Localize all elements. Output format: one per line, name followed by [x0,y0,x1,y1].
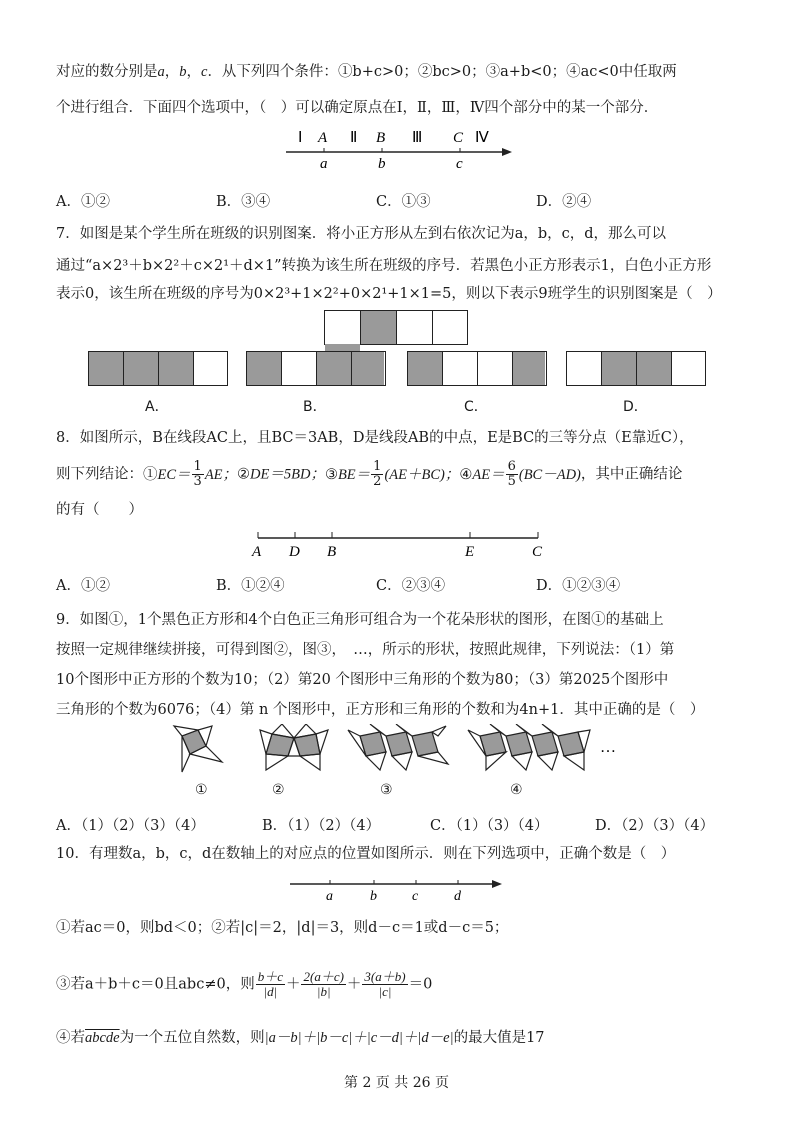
figure-3-label: ③ [380,782,393,798]
q6-text: 中任取两 [618,64,677,80]
value-c-label: c [456,156,463,172]
point-d: d [454,889,461,904]
point-C: C [532,544,543,560]
point-A: A [252,544,262,560]
q6-option-d: D．②④ [536,194,592,210]
pattern-square-white [325,311,361,344]
q6-number-line-figure [280,124,520,174]
q7-option-b-pattern [246,351,386,386]
q8-option-c: C．②③④ [376,578,446,594]
q8-segment-figure [250,528,550,560]
q7-option-a-label: A． [145,399,169,415]
q7-option-b-label: B． [303,399,327,415]
q7-option-a-pattern [88,351,228,386]
q7-line-1: 7．如图是某个学生所在班级的识别图案．将小正方形从左到右依次记为a，b，c，d，那么可以 [56,226,667,242]
q9-option-d: D．（2）（3）（4） [595,818,715,834]
q9-option-c: C．（1）（3）（4） [430,818,549,834]
q8-option-a: A．①② [56,578,110,594]
condition-1: ①b+c>0； [337,64,418,80]
q9-line-4: 三角形的个数为6076；（4）第 n 个图形中，正方形和三角形的个数和为4n+1．其中正确的是（ ） [56,702,705,718]
q7-option-d-label: D． [623,399,648,415]
q10-number-line-figure [288,874,508,904]
q7-line-2: 通过“a×2³＋b×2²＋c×2¹＋d×1”转换为该生所在班级的序号．若黑色小正方形表示1，白色小正方形 [56,258,712,274]
condition-2: ②bc>0； [417,64,486,80]
q9-option-a: A．（1）（2）（3）（4） [56,818,205,834]
point-D: D [289,544,300,560]
conclusion-4: ④AE＝ $\frac{6}{5}$ (BC－AD) [459,459,581,489]
q7-option-c-pattern [407,351,547,386]
var-c: c [201,64,208,80]
q8-line-2: 则下列结论：①EC＝ $\frac{1}{3}$ AE；②DE＝5BD；③BE＝ $\frac{1}{2}$ (AE＋BC)；④AE＝ $\frac{6}{5}$ (BC－AD)，其中正确结论 [56,459,683,489]
pattern-square-black [361,311,397,344]
ellipsis: … [600,739,616,756]
region-1-label: Ⅰ [298,130,303,146]
var-a: a [157,64,165,80]
conclusion-1: ①EC＝ $\frac{1}{3}$ AE； [143,459,238,489]
q6-option-b: B．③④ [216,194,271,210]
overline-number: abcde [85,1030,120,1046]
q6-line-2: 个进行组合．下面四个选项中，（ ）可以确定原点在Ⅰ，Ⅱ，Ⅲ，Ⅳ四个部分中的某一个部分． [56,100,659,116]
q7-option-d-pattern [566,351,706,386]
point-a: a [326,889,333,904]
q6-option-a: A．①② [56,194,110,210]
q7-line-3: 表示0，该生所在班级的序号为0×2³+1×2²+0×2¹+1×1=5，则以下表示9班学生的识别图案是（ ） [56,286,722,302]
q6-option-c: C．①③ [376,194,431,210]
region-4-label: Ⅳ [475,130,489,146]
q10-statement-3: ③若a＋b＋c＝0且abc≠0，则 $\frac{b+c}{|d|}$ ＋ $\frac{2(a+c)}{|b|}$ ＋ $\frac{3(a+b)}{|c|}$ ＝0 [56,969,433,999]
point-b: b [370,889,377,904]
figure-2 [260,724,328,770]
point-c: c [412,889,419,904]
q8-option-b: B．①②④ [216,578,285,594]
point-B: B [327,544,337,560]
figure-1-label: ① [195,782,208,798]
figure-4-label: ④ [510,782,523,798]
q7-option-c-label: C． [464,399,488,415]
pattern-square-white [397,311,433,344]
q9-option-b: B．（1）（2）（4） [262,818,381,834]
point-C-label: C [453,130,464,146]
figure-3 [348,724,448,770]
region-3-label: Ⅲ [412,130,423,146]
q10-line-1: 10．有理数a，b，c，d在数轴上的对应点的位置如图所示．则在下列选项中，正确个数是（ ） [56,846,676,862]
figure-1 [174,726,222,772]
q7-example-pattern [324,310,468,345]
q9-line-3: 10个图形中正方形的个数为10；（2）第20 个图形中三角形的个数为80；（3）第2025个图形中 [56,672,669,688]
region-2-label: Ⅱ [350,130,358,146]
point-B-label: B [376,130,386,146]
var-b: b [179,64,187,80]
page-footer: 第 2 页 共 26 页 [344,1075,449,1091]
q6-line-1: 对应的数分别是a，b，c．从下列四个条件：①b+c>0；②bc>0；③a+b<0；④ac<0中任取两 [56,64,677,80]
q10-statement-4: ④若abcde为一个五位自然数，则|a－b|＋|b－c|＋|c－d|＋|d－e|的最大值是17 [56,1030,545,1046]
conclusion-2: ②DE＝5BD； [237,466,325,483]
q8-line-1: 8．如图所示，B在线段AC上，且BC＝3AB，D是线段AB的中点，E是BC的三等分点（E靠近C）， [56,430,694,446]
condition-4: ④ac<0 [566,64,619,80]
q6-text: 对应的数分别是 [56,64,158,80]
q6-text: ．从下列四个条件： [207,64,338,80]
value-a-label: a [320,156,328,172]
figure-4 [468,724,590,770]
q9-line-1: 9．如图①，1个黑色正方形和4个白色正三角形可组合为一个花朵形状的图形，在图①的基础上 [56,612,664,628]
point-A-label: A [318,130,328,146]
value-b-label: b [378,156,386,172]
point-E: E [465,544,475,560]
conclusion-3: ③BE＝ $\frac{1}{2}$ (AE＋BC)； [324,459,460,489]
q8-option-d: D．①②③④ [536,578,621,594]
q10-statements-1-2: ①若ac＝0，则bd＜0；②若|c|＝2，|d|＝3，则d－c＝1或d－c＝5； [56,920,509,936]
q8-line-3: 的有（ ） [56,502,143,518]
q9-flower-pattern-figure [170,724,630,780]
figure-2-label: ② [272,782,285,798]
condition-3: ③a+b<0； [485,64,567,80]
q9-line-2: 按照一定规律继续拼接，可得到图②，图③， …，所示的形状，按照此规律，下列说法：（1）第 [56,642,675,658]
